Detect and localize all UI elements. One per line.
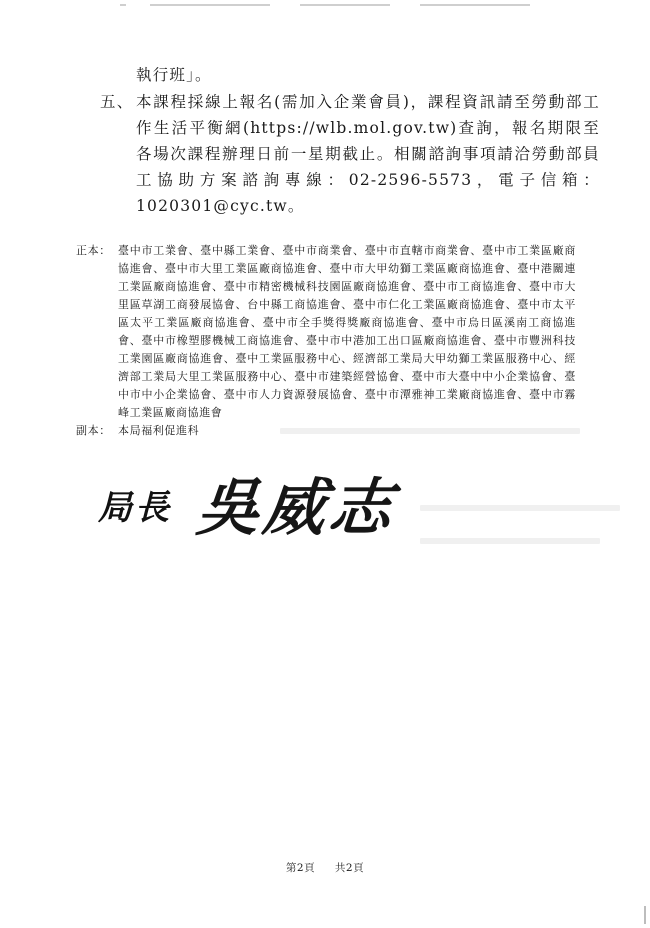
continuation-line: 執行班」。 bbox=[136, 66, 212, 84]
item-number: 五、 bbox=[100, 93, 134, 111]
bleed-through-text bbox=[120, 428, 640, 442]
distribution-main bbox=[76, 242, 576, 422]
cc-recipients-list: 本局福利促進科 bbox=[118, 424, 200, 437]
main-recipients-label: 正本： bbox=[76, 244, 111, 257]
page-total: 共2頁 bbox=[334, 862, 365, 874]
page-number: 第2頁 bbox=[285, 862, 316, 874]
item-text: 本課程採線上報名(需加入企業會員)，課程資訊請至勞動部工作生活平衡網(https://wlb.mol.gov.tw)查詢，報名期限至各場次課程辦理日前一星期截止。相關諮詢事項請洽勞動部員工協助方案諮詢專線：02-2596-5573，電子信箱：1020301@cyc.tw。 bbox=[136, 93, 600, 215]
scan-artifact bbox=[120, 0, 540, 18]
item-five bbox=[100, 89, 600, 219]
signature-block bbox=[98, 448, 428, 548]
page-footer bbox=[0, 860, 650, 875]
cc-recipients-label: 副本： bbox=[76, 424, 111, 437]
main-recipients-list: 臺中市工業會、臺中縣工業會、臺中市商業會、臺中市直轄市商業會、臺中市工業區廠商協進會、臺中市大里工業區廠商協進會、臺中市大甲幼獅工業區廠商協進會、臺中港關連工業區廠商協進會、臺中市精密機械科技園區廠商協進會、臺中市工商協進會、臺中市大里區草湖工商發展協會、台中縣工商協進會、臺中市仁化工業區廠商協進會、臺中市太平區太平工業區廠商協進會、臺中市全手獎得獎廠商協進會、臺中市烏日區溪南工商協進會、臺中市橡塑膠機械工商協進會、臺中市中港加工出口區廠商協進會、臺中市豐洲科技工業園區廠商協進會、臺中工業區服務中心、經濟部工業局大甲幼獅工業區服務中心、經濟部工業局大里工業區服務中心、臺中市建築經營協會、臺中市大臺中中小企業協會、臺中市中小企業協會、臺中市人力資源發展協會、臺中市潭雅神工業廠商協進會、臺中市霧峰工業區廠商協進會 bbox=[118, 244, 576, 419]
scan-edge-mark bbox=[644, 906, 646, 924]
signature-title: 局長 bbox=[98, 488, 172, 528]
signature-name: 吳威志 bbox=[193, 471, 400, 544]
